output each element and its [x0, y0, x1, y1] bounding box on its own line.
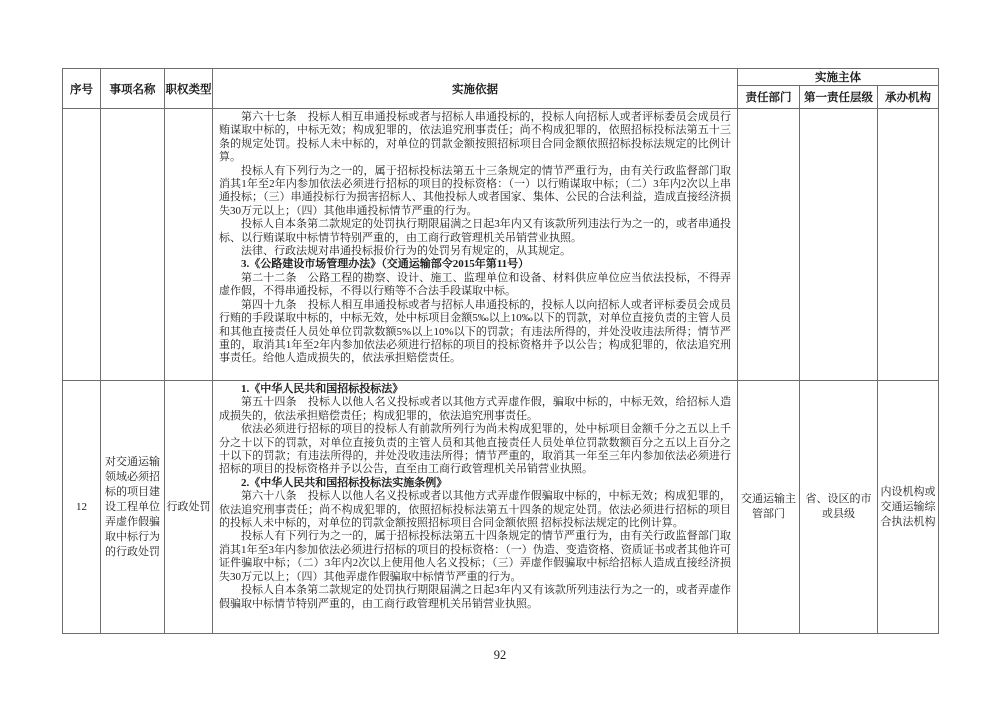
page-number: 92 [493, 648, 507, 662]
table-row-continuation [63, 109, 939, 381]
level-cell: 省、设区的市或县级 [800, 381, 878, 634]
table-row-item-12 [63, 381, 939, 634]
authority-type-cell: 行政处罚 [165, 381, 213, 634]
dept-cell: 交通运输主管部门 [738, 381, 800, 634]
col-header-agency: 承办机构 [878, 86, 939, 109]
basis-paragraph: 投标人自本条第二款规定的处罚执行期限届满之日起3年内又有该款所列违法行为之一的，或者串通投标、以行贿谋取中标情节特别严重的，由工商行政管理机关吊销营业执照。 [219, 218, 731, 244]
col-header-subject-group: 实施主体 [738, 69, 939, 86]
basis-paragraph: 第五十四条 投标人以他人名义投标或者以其他方式弄虚作假，骗取中标的，中标无效，给招标人造成损失的，依法承担赔偿责任；构成犯罪的，依法追究刑事责任。 [219, 396, 731, 422]
basis-paragraph: 投标人有下列行为之一的，属于招标投标法第五十三条规定的情节严重行为，由有关行政监督部门取消其1年至2年内参加依法必须进行招标的项目的投标资格：（一）以行贿谋取中标；（二）3年内2次以上串通投标；（三）串通投标行为损害招标人、其他投标人或者国家、集体、公民的合法利益，造成直接经济损失30万元以上；（四）其他串通投标情节严重的行为。 [219, 164, 731, 217]
seq-cell [63, 109, 101, 381]
basis-cell [213, 381, 738, 634]
basis-paragraph: 投标人自本条第二款规定的处罚执行期限届满之日起3年内又有该款所列违法行为之一的，或者弄虚作假骗取中标情节特别严重的，由工商行政管理机关吊销营业执照。 [219, 584, 731, 610]
level-cell [800, 109, 878, 381]
basis-paragraph: 投标人有下列行为之一的，属于招标投标法第五十四条规定的情节严重行为，由有关行政监督部门取消其1年至3年内参加依法必须进行招标的项目的投标资格：（一）伪造、变造资格、资质证书或者其他许可证件骗取中标；（二）3年内2次以上使用他人名义投标；（三）弄虚作假骗取中标给招标人造成直接经济损失30万元以上；（四）其他弄虚作假骗取中标情节严重的行为。 [219, 530, 731, 583]
col-header-authority-type: 职权类型 [165, 69, 213, 109]
basis-paragraph: 第二十二条 公路工程的勘察、设计、施工、监理单位和设备、材料供应单位应当依法投标，不得弄虚作假，不得串通投标，不得以行贿等不合法手段谋取中标。 [219, 271, 731, 298]
basis-paragraph: 法律、行政法规对串通投标报价行为的处罚另有规定的，从其规定。 [241, 245, 571, 258]
col-header-item-name: 事项名称 [101, 69, 165, 109]
authority-items-table [62, 68, 939, 634]
basis-paragraph: 第六十七条 投标人相互串通投标或者与招标人串通投标的，投标人向招标人或者评标委员会成员行贿谋取中标的，中标无效；构成犯罪的，依法追究刑事责任；尚不构成犯罪的，依照招标投标法第五十三条的规定处罚。投标人未中标的，对单位的罚款金额按照招标项目合同金额依照招标投标法规定的比例计算。 [219, 111, 731, 164]
basis-paragraph: 第四十九条 投标人相互串通投标或者与招标人串通投标的，投标人以向招标人或者评标委员会成员行贿的手段谋取中标的，中标无效，处中标项目金额5‰以上10‰以下的罚款，对单位直接负责的主管人员和其他直接责任人员处单位罚款数额5%以上10%以下的罚款；有违法所得的，并处没收违法所得；情节严重的，取消其1年至2年内参加依法必须进行招标的项目的投标资格并予以公告；构成犯罪的，依法追究刑事责任。给他人造成损失的，依法承担赔偿责任。 [219, 298, 731, 365]
col-header-level: 第一责任层级 [800, 86, 878, 109]
col-header-basis: 实施依据 [213, 69, 738, 109]
col-header-dept: 责任部门 [738, 86, 800, 109]
seq-cell: 12 [63, 381, 101, 634]
agency-cell: 内设机构或交通运输综合执法机构 [878, 381, 939, 634]
basis-paragraph: 3.《公路建设市场管理办法》（交通运输部令2015年第11号） [241, 258, 530, 271]
basis-paragraph: 第六十八条 投标人以他人名义投标或者以其他方式弄虚作假骗取中标的，中标无效；构成犯罪的，依法追究刑事责任；尚不构成犯罪的，依照招标投标法第五十四条的规定处罚。依法必须进行招标的项目的投标人未中标的，对单位的罚款金额按照招标项目合同金额依照 招标投标法规定的比例计算。 [219, 490, 731, 530]
item-name-cell: 对交通运输领域必须招标的项目建设工程单位弄虚作假骗取中标行为的行政处罚 [101, 381, 165, 634]
basis-paragraph: 依法必须进行招标的项目的投标人有前款所列行为尚未构成犯罪的，处中标项目金额千分之五以上千分之十以下的罚款，对单位直接负责的主管人员和其他直接责任人员处单位罚款数额百分之五以上百分之十以下的罚款；有违法所得的，并处没收违法所得；情节严重的，取消其一年至三年内参加依法必须进行招标的项目的投标资格并予以公告，直至由工商行政管理机关吊销营业执照。 [219, 423, 731, 476]
item-name-cell [101, 109, 165, 381]
authority-type-cell [165, 109, 213, 381]
col-header-seq: 序号 [63, 69, 101, 109]
basis-paragraph: 2.《中华人民共和国招标投标法实施条例》 [241, 476, 448, 489]
dept-cell [738, 109, 800, 381]
basis-cell [213, 109, 738, 381]
basis-paragraph: 1.《中华人民共和国招标投标法》 [241, 383, 404, 395]
agency-cell [878, 109, 939, 381]
